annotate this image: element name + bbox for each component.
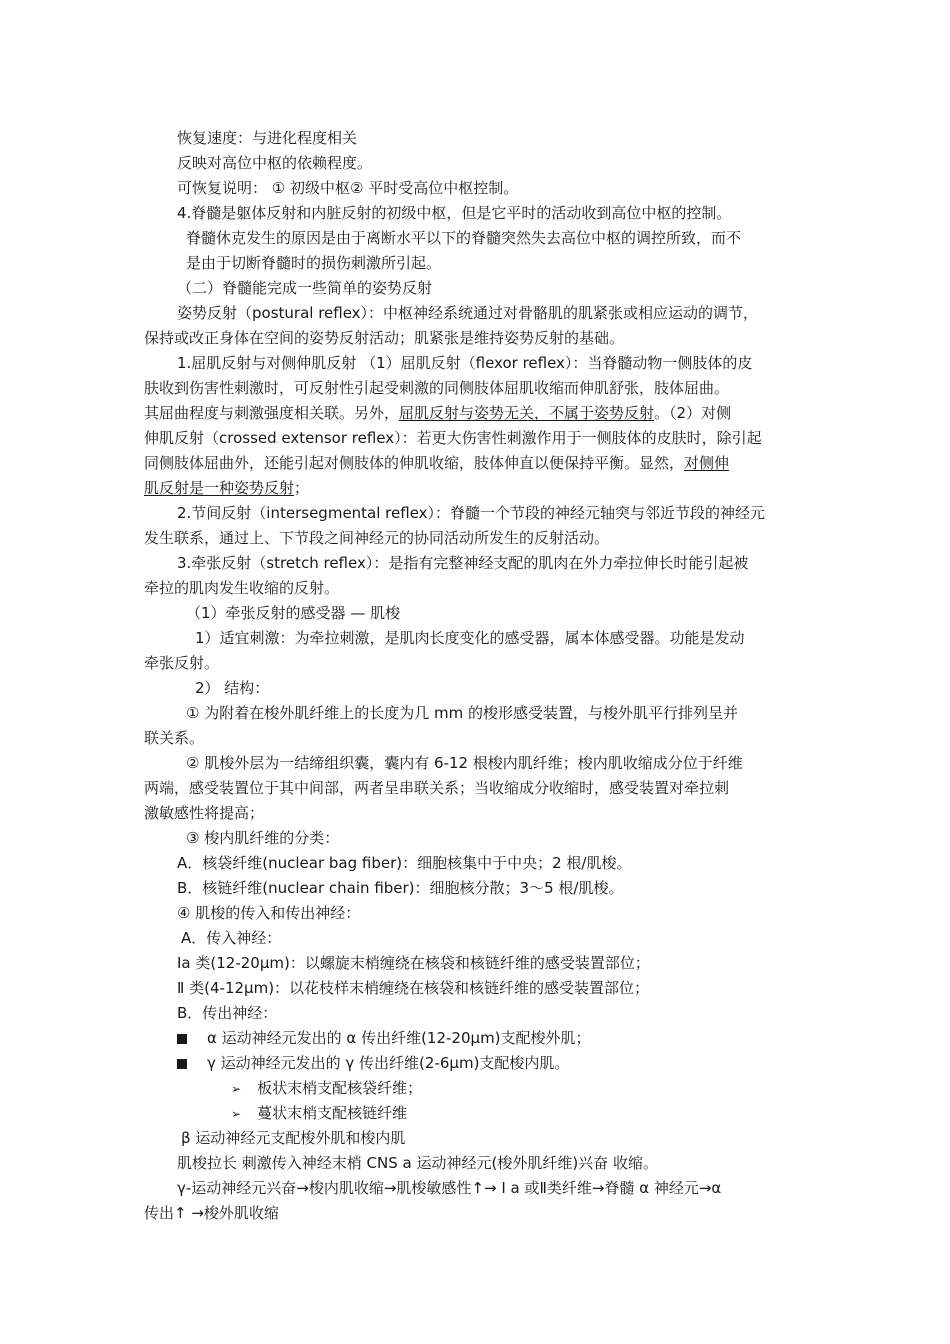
line-structure-2c: 激敏感性将提高； (144, 804, 265, 822)
line-stimulus-1: 1）适宜刺激：为牵拉刺激，是肌肉长度变化的感受器，属本体感受器。功能是发动 (195, 629, 745, 647)
line-type-ii: Ⅱ 类(4-12μm)：以花枝样末梢缠绕在核袋和核链纤维的感受装置部位； (177, 979, 650, 997)
line-gamma-efferent (177, 1053, 569, 1073)
line-intersegmental-2: 发生联系，通过上、下节段之间神经元的协同活动所发生的反射活动。 (144, 529, 610, 547)
underlined-text: 肌反射是一种姿势反射 (144, 479, 295, 497)
line-stimulus-2: 牵张反射。 (144, 654, 220, 672)
line-recovery-note: 可恢复说明： ① 初级中枢② 平时受高位中枢控制。 (177, 179, 519, 197)
line-gamma-loop-1: γ-运动神经元兴奋→梭内肌收缩→肌梭敏感性↑→ Ⅰ a 或Ⅱ类纤维→脊髓 α 神经元→α (177, 1179, 722, 1197)
line-structure-2a: ② 肌梭外层为一结缔组织囊，囊内有 6-12 根梭内肌纤维；梭内肌收缩成分位于纤维 (186, 754, 743, 772)
line-plate-ending (231, 1078, 422, 1099)
line-type-ia: Ⅰa 类(12-20μm)：以螺旋末梢缠绕在核袋和核链纤维的感受装置部位； (177, 954, 650, 972)
line-structure-1a: ① 为附着在梭外肌纤维上的长度为几 mm 的梭形感受装置，与梭外肌平行排列呈并 (186, 704, 738, 722)
text-segment: 板状末梢支配核袋纤维； (257, 1079, 423, 1097)
line-flexor-3 (144, 403, 731, 423)
text-segment: ； (294, 479, 310, 497)
underlined-text: 对侧伸 (684, 454, 730, 472)
line-structure-1b: 联关系。 (144, 729, 205, 747)
line-postural-def-2: 保持或改正身体在空间的姿势反射活动；肌紧张是维持姿势反射的基础。 (144, 329, 625, 347)
line-efferent: B．传出神经： (177, 1004, 278, 1022)
line-trail-ending (231, 1103, 407, 1124)
line-classification: ③ 梭内肌纤维的分类： (186, 829, 340, 847)
text-segment: 同侧肢体屈曲外，还能引起对侧肢体的伸肌收缩，肢体伸直以便保持平衡。显然， (144, 454, 685, 472)
line-nuclear-bag: A．核袋纤维(nuclear bag fiber)：细胞核集中于中央；2 根/肌梭。 (177, 854, 632, 872)
line-stretch-2: 牵拉的肌肉发生收缩的反射。 (144, 579, 340, 597)
text-segment: γ 运动神经元发出的 γ 传出纤维(2-6μm)支配梭内肌。 (207, 1054, 570, 1072)
line-receptor-heading: （1）牵张反射的感受器 — 肌梭 (186, 604, 401, 622)
line-structure: 2） 结构： (195, 679, 270, 697)
line-spinal-shock-2: 是由于切断脊髓时的损伤刺激所引起。 (186, 254, 442, 272)
line-spinal-center: 4.脊髓是躯体反射和内脏反射的初级中枢，但是它平时的活动收到高位中枢的控制。 (177, 204, 732, 222)
line-nuclear-chain: B．核链纤维(nuclear chain fiber)：细胞核分散；3～5 根/肌梭。 (177, 879, 624, 897)
text-segment: α 运动神经元发出的 α 传出纤维(12-20μm)支配梭外肌； (207, 1029, 591, 1047)
line-alpha-efferent (177, 1028, 591, 1048)
line-recovery-speed: 恢复速度：与进化程度相关 (177, 129, 358, 147)
text-segment: 。（2）对侧 (654, 404, 732, 422)
line-gamma-loop-2: 传出↑ →梭外肌收缩 (144, 1204, 279, 1222)
line-beta-neuron: β 运动神经元支配梭外肌和梭内肌 (181, 1129, 406, 1147)
line-spindle-stretch: 肌梭拉长 刺激传入神经末梢 CNS a 运动神经元(梭外肌纤维)兴奋 收缩。 (177, 1154, 658, 1172)
line-flexor-2: 肤收到伤害性刺激时，可反射性引起受刺激的同侧肢体屈肌收缩而伸肌舒张，肢体屈曲。 (144, 379, 730, 397)
arrowhead-bullet-icon: ➢ (231, 1082, 242, 1096)
line-crossed-1: 伸肌反射（crossed extensor reflex）：若更大伤害性刺激作用于一侧肢体的皮肤时，除引起 (144, 429, 762, 447)
line-dependency: 反映对高位中枢的依赖程度。 (177, 154, 373, 172)
line-flexor-1: 1.屈肌反射与对侧伸肌反射 （1）屈肌反射（flexor reflex）：当脊髓动物一侧肢体的皮 (177, 354, 753, 372)
line-crossed-2 (144, 453, 729, 473)
line-crossed-3 (144, 478, 309, 498)
line-nerves-heading: ④ 肌梭的传入和传出神经： (177, 904, 361, 922)
line-intersegmental-1: 2.节间反射（intersegmental reflex）：脊髓一个节段的神经元轴突与邻近节段的神经元 (177, 504, 766, 522)
text-segment: 蔓状末梢支配核链纤维 (257, 1104, 408, 1122)
line-stretch-1: 3.牵张反射（stretch reflex）：是指有完整神经支配的肌肉在外力牵拉伸长时能引起被 (177, 554, 749, 572)
line-afferent: A．传入神经： (181, 929, 282, 947)
underlined-text: 屈肌反射与姿势无关，不属于姿势反射 (399, 404, 655, 422)
line-spinal-shock-1: 脊髓休克发生的原因是由于离断水平以下的脊髓突然失去高位中枢的调控所致，而不 (186, 229, 742, 247)
square-bullet-icon (177, 1034, 187, 1044)
text-segment: 其屈曲程度与刺激强度相关联。另外， (144, 404, 400, 422)
line-structure-2b: 两端，感受装置位于其中间部，两者呈串联关系；当收缩成分收缩时，感受装置对牵拉刺 (144, 779, 730, 797)
square-bullet-icon (177, 1059, 187, 1069)
arrowhead-bullet-icon: ➢ (231, 1107, 242, 1121)
section-heading-postural: （二）脊髓能完成一些简单的姿势反射 (177, 279, 433, 297)
line-postural-def-1: 姿势反射（postural reflex）：中枢神经系统通过对骨骼肌的肌紧张或相应运动的调节， (177, 304, 759, 322)
